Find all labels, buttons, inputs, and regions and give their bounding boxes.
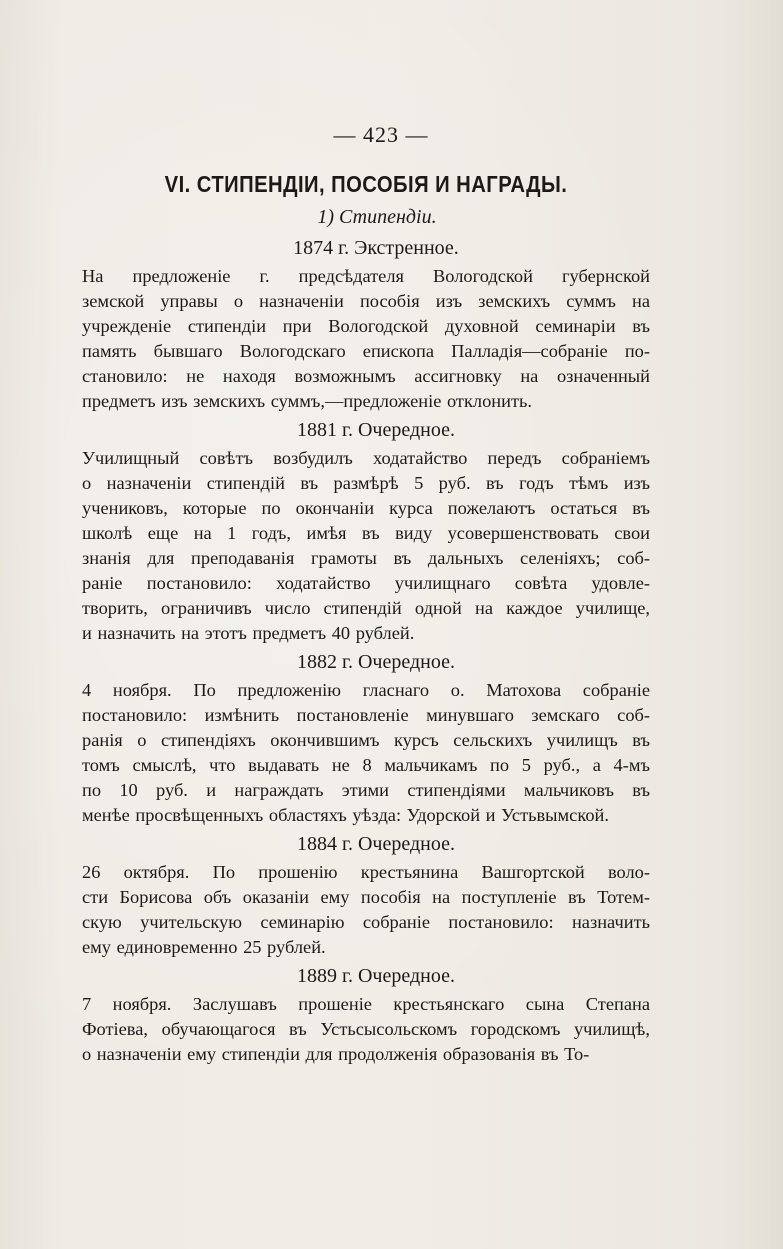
text-line: сти Борисова объ оказаніи ему пособія на поступленіе въ Тотем- — [82, 887, 650, 907]
text-line: о назначеніи ему стипендіи для продолженія образованія въ То- — [82, 1044, 590, 1064]
entry-paragraph — [82, 678, 650, 828]
year-heading: 1881 г. Очередное. — [297, 419, 455, 441]
text-line: творить, ограничивъ число стипендій одной на каждое училище, — [82, 598, 650, 618]
entry-paragraph — [82, 992, 650, 1067]
text-line: томъ смыслѣ, что выдавать не 8 мальчикамъ по 5 руб., а 4-мъ — [82, 755, 650, 775]
text-line: постановило: измѣнить постановленіе минувшаго земскаго соб- — [82, 705, 650, 725]
text-line: раніе постановило: ходатайство училищнаго совѣта удовле- — [82, 573, 650, 593]
text-line: о назначеніи стипендій въ размѣрѣ 5 руб. въ годъ тѣмъ изъ — [82, 473, 650, 493]
text-line: 7 ноября. Заслушавъ прошеніе крестьянскаго сына Степана — [82, 994, 650, 1014]
text-line: школѣ еще на 1 годъ, имѣя въ виду усовершенствовать свои — [82, 523, 650, 543]
entries — [82, 232, 650, 1067]
year-heading: 1882 г. Очередное. — [297, 651, 455, 673]
text-line: знанія для преподаванія грамоты въ дальныхъ селеніяхъ; соб- — [82, 548, 650, 568]
text-line: На предложеніе г. предсѣдателя Вологодской губернской — [82, 266, 650, 286]
subsection-title: 1) Стипендіи. — [317, 206, 437, 228]
text-line: земской управы о назначеніи пособія изъ земскихъ суммъ на — [82, 291, 650, 311]
year-heading: 1884 г. Очередное. — [297, 833, 455, 855]
page-number: — 423 — — [333, 122, 429, 147]
entry-paragraph — [82, 860, 650, 960]
text-line: и назначить на этотъ предметъ 40 рублей. — [82, 623, 415, 643]
text-line: по 10 руб. и награждать этими стипендіями мальчиковъ въ — [82, 780, 650, 800]
document-body — [82, 118, 650, 1067]
text-line: Фотіева, обучающагося въ Устьсысольскомъ городскомъ училищѣ, — [82, 1019, 650, 1039]
text-line: скую учительскую семинарію собраніе постановило: назначить — [82, 912, 650, 932]
text-line: учениковъ, которые по окончаніи курса пожелаютъ остаться въ — [82, 498, 650, 518]
text-line: предметъ изъ земскихъ суммъ,—предложеніе отклонить. — [82, 391, 532, 411]
entry-paragraph — [82, 264, 650, 414]
year-heading: 1874 г. Экстренное. — [293, 237, 459, 259]
entry-paragraph — [82, 446, 650, 646]
text-line: учрежденіе стипендіи при Вологодской духовной семинаріи въ — [82, 316, 650, 336]
text-line: 4 ноября. По предложенію гласнаго о. Матохова собраніе — [82, 680, 650, 700]
section-title: VI. СТИПЕНДІИ, ПОСОБІЯ И НАГРАДЫ. — [164, 171, 568, 197]
text-line: 26 октября. По прошенію крестьянина Вашгортской воло- — [82, 862, 650, 882]
text-line: Училищный совѣтъ возбудилъ ходатайство передъ собраніемъ — [82, 448, 650, 468]
year-heading: 1889 г. Очередное. — [297, 965, 455, 987]
text-line: становило: не находя возможнымъ ассигновку на означенный — [82, 366, 650, 386]
text-line: ранія о стипендіяхъ окончившимъ курсъ сельскихъ училищъ въ — [82, 730, 650, 750]
text-line: память бывшаго Вологодскаго епископа Палладія—собраніе по- — [82, 341, 650, 361]
text-line: менѣе просвѣщенныхъ областяхъ уѣзда: Удорской и Устьвымской. — [82, 805, 609, 825]
text-line: ему единовременно 25 рублей. — [82, 937, 326, 957]
